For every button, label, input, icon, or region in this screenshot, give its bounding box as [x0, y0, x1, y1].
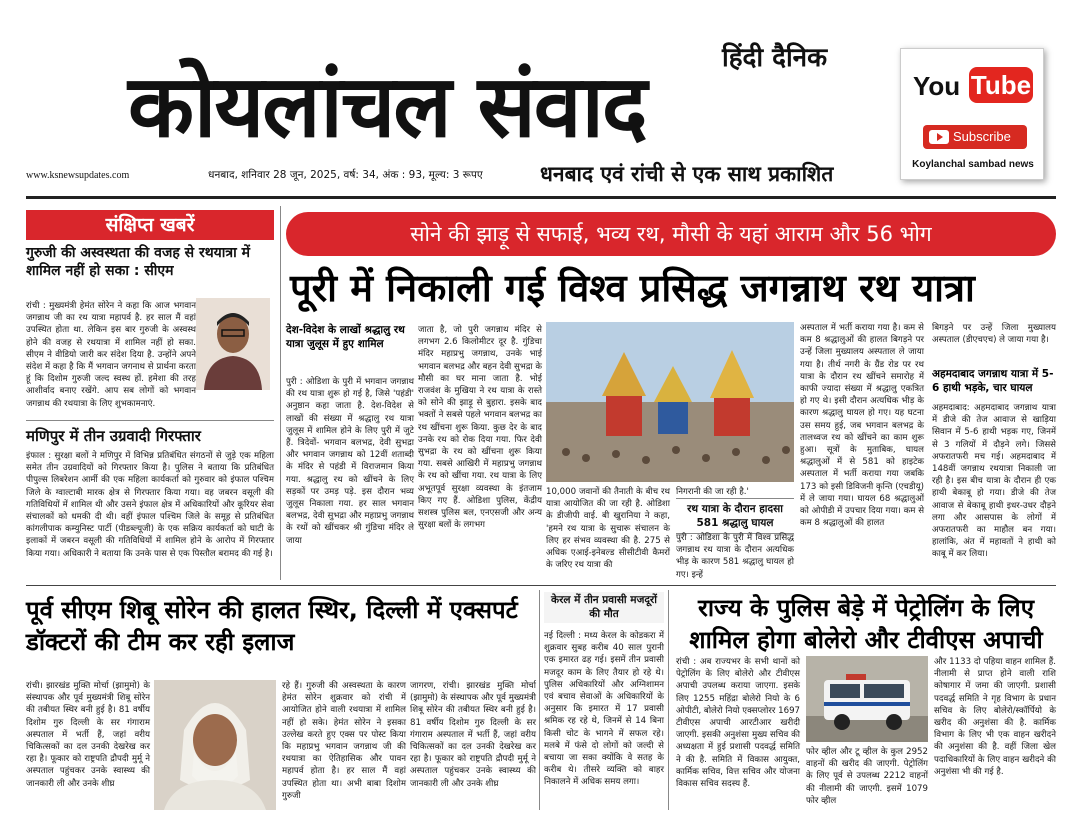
- shibu-portrait-photo: [154, 680, 276, 810]
- shibu-col2-text: रहे हैं। गुरुजी की अस्वस्थता के कारण हेमंत सोरेन शुक्रवार को रांची में आयोजित होने वाली रथयात्रा में शामिल नहीं हो सके। हेमंत सोरेन ने इसका उल्लेख करते हुए एक्स पर पोस्ट किया कि महाप्रभु भगवान जगन्नाथ जी की रथयात्रा का ऐतिहासिक और पावन महापर्व होता है। हर साल मैं वहां उपस्थित होता था। अभी बाबा दिशोम गुरुजी: [282, 681, 406, 801]
- youtube-logo-tube: Tube: [969, 67, 1033, 103]
- main-col5-top: बिगड़ने पर उन्हें जिला मुख्यालय अस्पताल (डीएचएच) ले जाया गया है।: [932, 323, 1056, 346]
- ahmedabad-headline: अहमदाबाद जगन्नाथ यात्रा में 5-6 हाथी भड़के, चार घायल: [932, 368, 1054, 394]
- brief-divider: [26, 420, 274, 421]
- main-subhead: देश-विदेश के लाखों श्रद्धालु रथ यात्रा जुलूस में हुए शामिल: [286, 324, 405, 350]
- cm-portrait-photo: [196, 298, 270, 390]
- main-col2-text: जाता है, जो पुरी जगन्नाथ मंदिर से लगभग 2.6 किलोमीटर दूर है. गुंडिचा मंदिर महाप्रभु जगन्नाथ, उनके भाई भगवान बलभद्र और बहन देवी सुभद्रा के मौसी का घर माना जाता है. भोई राजवंश के मुखिया ने रथ यात्रा के रास्ते को सोने की झाड़ू से बुहारा. इसके बाद भक्तों ने सबसे पहले भगवान बलभद्र का रथ खींचना शुरू किया. कुछ देर के बाद उनके रथ को रोक दिया गया. फिर देवी सुभद्रा के रथ को खींचना शुरू किया गया. सबसे आखिरी में महाप्रभु जगन्नाथ के रथ को खींचा गया. रथ यात्रा के लिए अभूतपूर्व सुरक्षा व्यवस्था के इंतजाम किए गए हैं. ओडिशा पुलिस, केंद्रीय सशस्त्र पुलिस बल, एनएसजी और अन्य सुरक्षा बलों के लगभग: [418, 325, 542, 531]
- section-divider: [26, 585, 1056, 586]
- masthead-divider: [26, 196, 1056, 199]
- brief2-text: इंफाल : सुरक्षा बलों ने मणिपुर में विभिन्न प्रतिबंधित संगठनों से जुड़े एक महिला समेत तीन उग्रवादियों को गिरफ्तार किया है। पुलिस ने बताया कि प्रतिबंधित पीपुल्स लिबरेशन आर्मी की एक महिला कार्यकर्ता को गुरुवार को इंफाल पश्चिम जिले के ग्वाल्टाबी मारक क्षेत्र से गिरफ्तार किया गया। वह जबरन वसूली की गतिविधियों में शामिल थी और उसने इंफाल क्षेत्र में अधिकारियों और कूरियर सेवा संचालकों को धमकी दी थी। वहीं इंफाल पश्चिम जिले के समूह से प्रतिबंधित कांगलीपाक कम्युनिस्ट पार्टी (पीडब्ल्यूजी) के एक सक्रिय कार्यकर्ता को घाटी के इलाकों में जबरन वसूली की गतिविधियों में शामिल होने के आरोप में गिरफ्तार किया गया। अधिकारी ने बताया कि उनके पास से एक पिस्तौल बरामद की गई है।: [26, 451, 274, 559]
- masthead-tagline: धनबाद एवं रांची से एक साथ प्रकाशित: [540, 162, 834, 186]
- police-col1-continued: [676, 746, 800, 810]
- ahmedabad-text: अहमदाबाद: अहमदाबाद जगन्नाथ यात्रा में डीजे की तेज आवाज से खाड़िया सिवान में 5-6 हाथी भड़क गए, जिनमें से 3 गलियों में दौड़ने लगे। जिससे अफरातफरी मच गई। अहमदाबाद में 148वीं जगन्नाथ रथयात्रा निकाली जा रही है। इस बीच यात्रा के दौरान ही एक हाथी बेकाबू हो गया। डीजे की तेज आवाज से बेकाबू हाथी इधर-उधर दौड़ने लगा और आसपास के लोगों में अफरातफरी का माहौल बन गया। हालांकि, अंत में महावतों ने हाथी को काबू में कर लिया।: [932, 403, 1056, 560]
- column-divider-left: [280, 206, 281, 580]
- main-col4-text: अस्पताल में भर्ती कराया गया है। कम से कम 8 श्रद्धालुओं की हालत बिगड़ने पर उन्हें जिला मुख्यालय अस्पताल ले जाया गया है। तीर्थ नगरी के ग्रैंड रोड पर रथ यात्रा के दौरान रथ खींचने समारोह में काफी ज्यादा संख्या में श्रद्धालु एकत्रित हो गए थे। इसी दौरान अत्यधिक भीड़ के कारण श्रद्धालु घायल हो गए। यह घटना उस समय हुई, जब भगवान बलभद्र के तालध्वज रथ को खींचने का काम शुरू हुआ। सूत्रों के मुताबिक, घायल श्रद्धालुओं में से 581 को हाइटेक अस्पताल में भर्ती कराया गया जबकि 173 को इसी डिविजनी कृन्ति (एचडीयू) में ले जाया गया। घायल 68 श्रद्धालुओं को ओपीडी में उपचार दिया गया। कम से कम 8 श्रद्धालुओं की हालत: [800, 323, 924, 529]
- youtube-logo-you: You: [913, 71, 961, 101]
- play-icon: [929, 130, 949, 144]
- police-headline: राज्य के पुलिस बेड़े में पेट्रोलिंग के लिए शामिल होगा बोलेरो और टीवीएस अपाची: [689, 594, 1043, 655]
- masthead-website[interactable]: www.ksnewsupdates.com: [26, 170, 130, 181]
- column-divider-police: [668, 590, 669, 810]
- youtube-logo: [913, 67, 1033, 107]
- brief1-headline: गुरुजी की अस्वस्थता की वजह से रथयात्रा में शामिल नहीं हो सका : सीएम: [26, 245, 250, 280]
- main-headline: पूरी में निकाली गई विश्व प्रसिद्ध जगन्नाथ रथ यात्रा: [290, 266, 975, 310]
- main-banner: सोने की झाड़ू से सफाई, भव्य रथ, मौसी के यहां आराम और 56 भोग: [286, 212, 1056, 256]
- kerala-headline: केरल में तीन प्रवासी मजदूरों की मौत: [544, 592, 664, 623]
- kerala-text: नई दिल्ली : मध्य केरल के कोडकरा में शुक्रवार सुबह करीब 40 साल पुरानी एक इमारत ढह गई। इसमें तीन प्रवासी मजदूर काम के लिए तैयार हो रहे थे। पुलिस अधिकारियों और अग्निशामन एवं बचाव सेवाओं के अधिकारियों के अनुसार कि इमारत में 17 प्रवासी श्रमिक रह रहे थे, जिनमें से 14 बिना किसी चोट के भागने में सफल रहे। मलबे में फंसे दो लोगों को जल्दी से बचाया जा सका क्योंकि वे सतह के करीब थे। तीसरे व्यक्ति को बाहर निकालने में अधिक समय लगा।: [544, 631, 664, 788]
- police-vehicle-photo: [806, 656, 928, 742]
- briefs-header: संक्षिप्त खबरें: [26, 210, 274, 240]
- youtube-subscribe-button[interactable]: [923, 125, 1027, 149]
- shibu-headline: पूर्व सीएम शिबू सोरेन की हालत स्थिर, दिल्ली में एक्सपर्ट डॉक्टरों की टीम कर रही इलाज: [26, 596, 518, 657]
- column-divider-kerala: [539, 590, 540, 810]
- rath-yatra-photo: [546, 322, 794, 482]
- main-col1-text: पुरी : ओडिशा के पुरी में भगवान जगन्नाथ की रथ यात्रा शुरू हो गई है, जिसे 'पहंडी' अनुष्ठान कहा जाता है. देश-विदेश से लाखों की संख्या में श्रद्धालु रथ यात्रा जुलूस में शामिल होने के लिए पुरी में जुटे हैं. त्रिदेवों- भगवान बलभद्र, देवी सुभद्रा और भगवान जगन्नाथ को 12वीं शताब्दी के मंदिर से पहंडी में विराजमान किया गया. श्रद्धालु रथ को खींचने के लिए सड़कों पर उमड़ पड़े. इस दौरान भव्य जुलूस निकाला गया. हर साल भगवान बलभद्र, देवी सुभद्रा और महाप्रभु जगन्नाथ के रथों को खींचकर श्री गुंडिचा मंदिर ले जाया: [286, 377, 414, 546]
- youtube-subscribe-label: Subscribe: [953, 129, 1011, 144]
- accident-box-headline: रथ यात्रा के दौरान हादसा 581 श्रद्धालु घायल: [676, 498, 794, 534]
- shibu-col3-text: जागरण, रांची। झारखंड मुक्ति मोर्चा (झामुमो) के संस्थापक और पूर्व मुख्यमंत्री शिबू सोरेन की तबीयत स्थिर बनी हुई है। 81 वर्षीय दिशोम गुरु दिल्ली के सर गंगाराम अस्पताल में भर्ती हैं, जहां वरीय चिकित्सकों का दल उनकी देखरेख कर रहा है। फूकार को राष्ट्रपति द्रौपदी मुर्मू ने अस्पताल पहुंचकर उनके स्वास्थ्य की जानकारी ली और उनके शीघ्र: [410, 681, 536, 789]
- police-below-photo-text: फोर व्हील और टू व्हील के कुल 2952 वाहनों की खरीद की जाएगी. पेट्रोलिंग के लिए पूर्व से उपलब्ध 2212 वाहनों की नीलामी की जाएगी. इसमें 1079 फोर व्हील: [806, 747, 928, 806]
- main-photo-caption-text: 10,000 जवानों की तैनाती के बीच रथ यात्रा आयोजित की जा रही है. ओडिशा के डीजीपी वाई. बी खुरानिया ने कहा, 'हमने रथ यात्रा के सुचारू संचालन के लिए हर संभव व्यवस्था की है. 275 से अधिक एआई-इनेबल्ड सीसीटीवी कैमरों के जरिए रथ यात्रा की: [546, 487, 670, 571]
- shibu-col1-text: रांची। झारखंड मुक्ति मोर्चा (झामुमो) के संस्थापक और पूर्व मुख्यमंत्री शिबू सोरेन की तबीयत स्थिर बनी हुई है। 81 वर्षीय दिशोम गुरु दिल्ली के सर गंगाराम अस्पताल में भर्ती हैं, जहां वरीय चिकित्सकों का दल उनकी देखरेख कर रहा है। फूकार को राष्ट्रपति द्रौपदी मुर्मू ने अस्पताल पहुंचकर उनके स्वास्थ्य की जानकारी ली और उनके शीघ्र: [26, 681, 150, 789]
- brief1-text-top: रांची : मुख्यमंत्री हेमंत सोरेन ने कहा कि आज भगवान जगन्नाथ जी का रथ यात्रा महापर्व है. हर साल मैं वहां उपस्थित होता था. लेकिन इस बार गुरुजी के अस्वस्थ होने की वजह से रथयात्रा में शामिल नहीं हो सका. सीएम ने वीडियो जारी कर संदेश दिया है. उन्होंने अपने संदेश में कहा है कि मैं भगवान जगनाथ से प्रार्थना करता हूं कि दिशोम गुरुजी जल्द स्वस्थ हों. हमेशा की तरह आशीर्वाद बनाए रखेंगे. आप सब लोगों को भगवान जगन्नाथ की रथयात्रा के लिए शुभकामनाएं.: [26, 301, 196, 409]
- police-col1-text: रांची : अब राज्यभर के सभी थानों को पेट्रोलिंग के लिए बोलेरो और टीवीएस अपाची उपलब्ध कराया जाएगा. इसके लिए 1255 महिंद्रा बोलेरो नियो के 6 ओपीटी, बोलेरो नियो एक्सप्लोरर 1697 टीवीएस अपाची आरटीआर खरीदी जाएगी. इसकी अनुशंसा मुख्य सचिव की अध्यक्षता में हुई प्रशासी पदवर्द्ध समिति ने की है. समिति में विकास आयुक्त, कार्मिक सचिव, वित्त सचिव और योजना विकास सचिव सदस्य हैं.: [676, 657, 800, 790]
- masthead-hindi-dainik: हिंदी दैनिक: [722, 43, 828, 73]
- main-col3-top: निगरानी की जा रही है.': [676, 487, 749, 497]
- youtube-promo[interactable]: [900, 48, 1044, 180]
- brief2-headline: मणिपुर में तीन उग्रवादी गिरफ्तार: [26, 427, 201, 445]
- masthead-title: कोयलांचल संवाद: [128, 56, 646, 157]
- youtube-channel-name: Koylanchal sambad news: [912, 159, 1034, 170]
- police-col2-text: और 1133 दो पहिया वाहन शामिल हैं. नीलामी से प्राप्त होने वाली राशि कोषागार में जमा की जाएगी. प्रशासी पदवर्द्ध समिति ने गृह विभाग के प्रधान सचिव के लिए बोलेरो/स्कॉर्पियो के खरीद की अनुशंसा की है. कार्मिक विभाग के लिए भी एक वाहन खरीदने की अनुशंसा की है. वहीं जिला खेल पदाधिकारियों के लिए वाहन खरीदने की अनुशंसा भी की गई है.: [934, 657, 1056, 777]
- masthead-dateline: धनबाद, शनिवार 28 जून, 2025, वर्ष: 34, अंक : 93, मूल्य: 3 रूपए: [208, 169, 483, 181]
- accident-text: पुरी : ओडिशा के पुरी में विश्व प्रसिद्ध जगन्नाथ रथ यात्रा के दौरान अत्यधिक भीड़ के कारण 581 श्रद्धालु घायल हो गए। इन्हें: [676, 533, 794, 580]
